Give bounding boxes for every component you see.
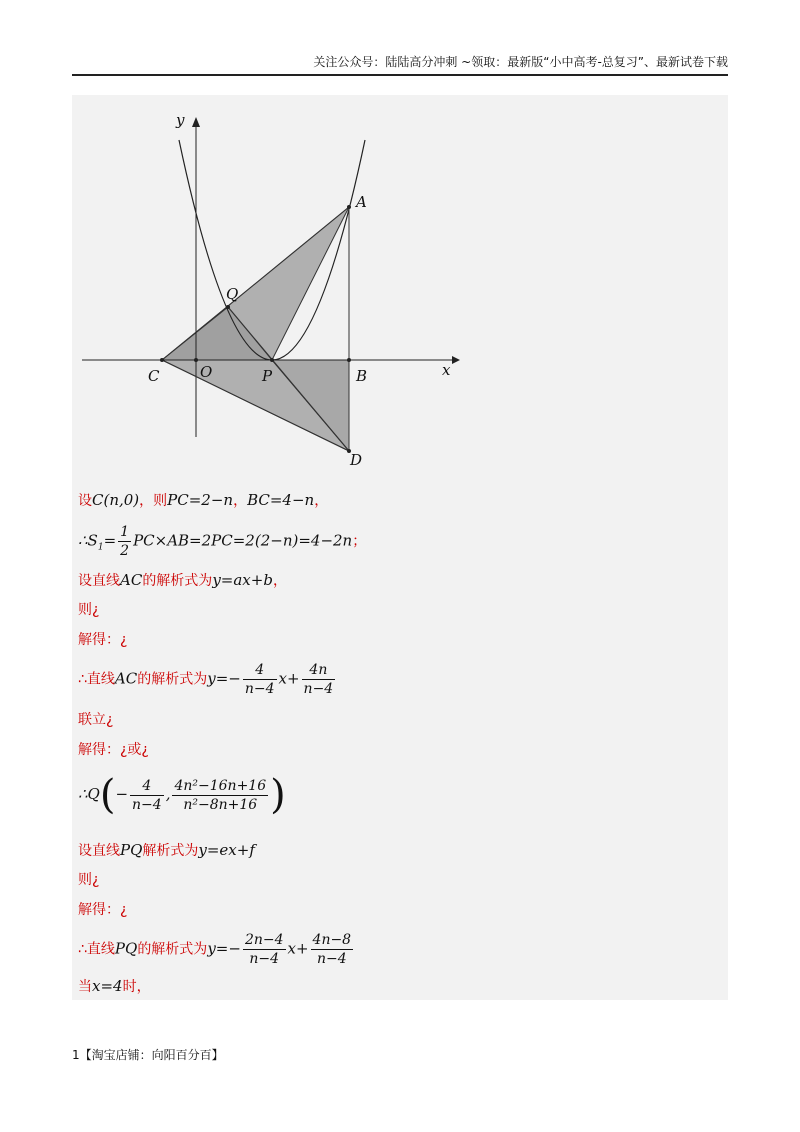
label-b: B	[356, 367, 368, 385]
solution-line-7: 联立¿	[78, 712, 114, 728]
solution-line-2: $\therefore S_1=$ $\frac{1}{2}$ PC×AB=2PC=2(2−n)=4−2n；	[78, 524, 367, 559]
solution-line-10: 设直线PQ解析式为y=ex+f	[78, 841, 255, 859]
label-p: P	[262, 367, 273, 385]
fraction-pq-intercept: $\frac{4n-8}{n-4}$	[312, 932, 352, 967]
header-text: 关注公众号：陆陆高分冲刺 ~领取：最新版“小中高考-总复习”、最新试卷下载	[313, 55, 728, 69]
solution-line-13: ∴直线PQ的解析式为y=− $\frac{2n-4}{n-4}$ x+ $\frac{4n-8}{n-4}$	[78, 932, 352, 967]
label-a: A	[356, 193, 367, 211]
y-axis-arrow	[192, 117, 200, 127]
x-axis-arrow	[452, 356, 460, 364]
label-q: Q	[226, 285, 239, 303]
point-c-dot	[160, 358, 164, 362]
point-q-dot	[226, 305, 230, 309]
solution-panel	[72, 95, 728, 1000]
solution-line-14: 当x=4时，	[78, 977, 151, 995]
label-d: D	[350, 451, 363, 469]
page-footer	[72, 1046, 224, 1063]
point-o-dot	[194, 358, 198, 362]
solution-line-6: ∴直线AC的解析式为y=− $\frac{4}{n-4}$ x+ $\frac{4n}{n-4}$	[78, 662, 334, 697]
label-c: C	[148, 367, 160, 385]
solution-line-4: 则¿	[78, 602, 100, 618]
point-b-dot	[347, 358, 351, 362]
solution-line-1: 设C(n,0)，则PC=2−n，BC=4−n，	[78, 491, 329, 509]
label-y: y	[176, 111, 185, 129]
fraction-q-y: $\frac{\text{4n²−16n+16}}{\text{n²−8n+16}}$	[174, 777, 267, 813]
solution-line-5: 解得：¿	[78, 632, 128, 648]
label-o: O	[200, 363, 213, 381]
label-x: x	[442, 361, 451, 379]
page-header	[72, 52, 728, 76]
solution-line-9: ∴Q(− $\frac{4}{n-4}$ , $\frac{\text{4n²−16n+16}}{\text{n²−8n+16}}$ )	[78, 772, 286, 818]
solution-line-11: 则¿	[78, 872, 100, 888]
solution-line-12: 解得：¿	[78, 902, 128, 918]
solution-line-8: 解得：¿或¿	[78, 742, 149, 758]
fraction-half: $\frac{1}{2}$	[120, 524, 130, 559]
fraction-ac-intercept: $\frac{4n}{n-4}$	[303, 662, 334, 697]
geometry-figure	[72, 95, 472, 475]
fraction-q-x: $\frac{4}{n-4}$	[132, 777, 162, 813]
point-p-dot	[270, 358, 274, 362]
point-a-dot	[347, 205, 351, 209]
footer-text: 1【淘宝店铺：向阳百分百】	[72, 1048, 224, 1062]
fraction-ac-slope: $\frac{4}{n-4}$	[244, 662, 275, 697]
fraction-pq-slope: $\frac{2n-4}{n-4}$	[244, 932, 284, 967]
solution-line-3: 设直线AC的解析式为y=ax+b，	[78, 571, 287, 589]
